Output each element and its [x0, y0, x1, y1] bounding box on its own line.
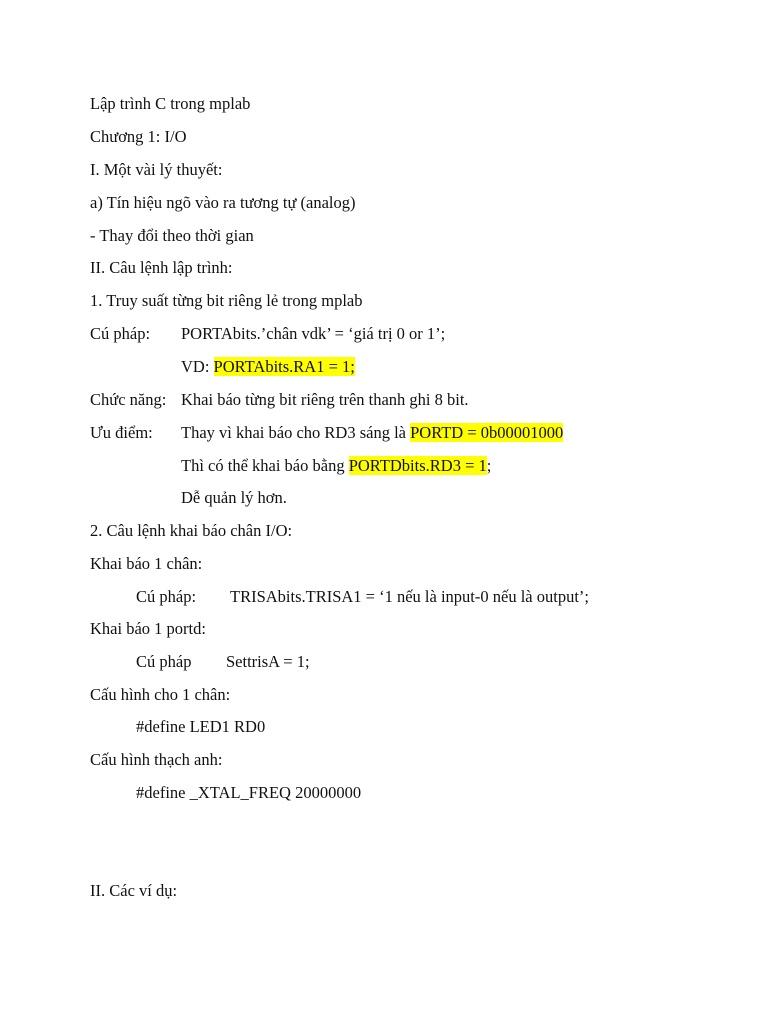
crystal-config-heading: Cấu hình thạch anh: — [90, 750, 223, 769]
syntax-value: PORTAbits.’chân vdk’ = ‘giá trị 0 or 1’; — [181, 324, 446, 343]
advantage-line-1 — [181, 423, 563, 443]
section-examples-heading: II. Các ví dụ: — [90, 881, 178, 900]
chapter-heading: Chương 1: I/O — [90, 127, 187, 146]
item-analog-note: - Thay đổi theo thời gian — [90, 226, 254, 245]
crystal-config-code: #define _XTAL_FREQ 20000000 — [136, 783, 362, 802]
advantage-label: Ưu điểm: — [90, 423, 153, 442]
subsection-bit-access: 1. Truy suất từng bit riêng lẻ trong mplab — [90, 291, 363, 310]
function-label: Chức năng: — [90, 390, 167, 409]
port-declaration-heading: Khai báo 1 portd: — [90, 619, 206, 638]
advantage2-text: Thì có thể khai báo bằng — [181, 456, 349, 475]
subsection-io-declaration: 2. Câu lệnh khai báo chân I/O: — [90, 521, 293, 540]
section-theory-heading: I. Một vài lý thuyết: — [90, 160, 223, 179]
advantage-code-highlight: PORTD = 0b00001000 — [410, 423, 564, 442]
section-commands-heading: II. Câu lệnh lập trình: — [90, 258, 233, 277]
port-syntax-label: Cú pháp — [136, 652, 192, 671]
pin-config-heading: Cấu hình cho 1 chân: — [90, 685, 231, 704]
doc-title: Lập trình C trong mplab — [90, 94, 251, 113]
example-code-highlight: PORTAbits.RA1 = 1; — [213, 357, 355, 376]
syntax-label: Cú pháp: — [90, 324, 151, 343]
item-analog: a) Tín hiệu ngõ vào ra tương tự (analog) — [90, 193, 356, 212]
advantage-text: Thay vì khai báo cho RD3 sáng là — [181, 423, 411, 442]
function-value: Khai báo từng bit riêng trên thanh ghi 8 bit. — [181, 390, 469, 409]
example-line — [181, 357, 355, 377]
pin-syntax-label: Cú pháp: — [136, 587, 197, 606]
advantage2-code-highlight: PORTDbits.RD3 = 1 — [348, 456, 487, 475]
advantage-line-2 — [181, 456, 491, 476]
pin-syntax-value: TRISAbits.TRISA1 = ‘1 nếu là input-0 nếu là output’; — [230, 587, 589, 606]
example-prefix: VD: — [181, 357, 214, 376]
pin-config-code: #define LED1 RD0 — [136, 717, 266, 736]
port-syntax-value: SettrisA = 1; — [226, 652, 310, 671]
pin-declaration-heading: Khai báo 1 chân: — [90, 554, 203, 573]
advantage2-end: ; — [486, 456, 492, 475]
advantage-line-3: Dễ quản lý hơn. — [181, 488, 287, 507]
